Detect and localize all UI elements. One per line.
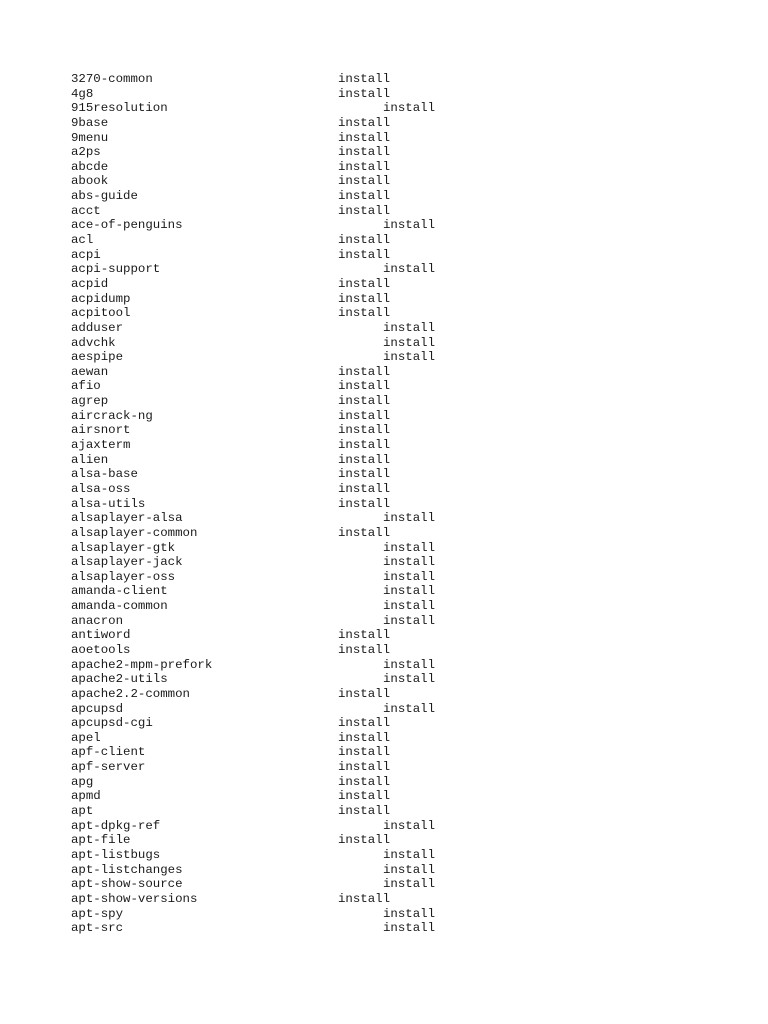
package-name: aewan: [71, 364, 109, 379]
package-name: a2ps: [71, 145, 101, 160]
selection-status: install: [338, 394, 391, 409]
package-name: apt-src: [71, 921, 124, 936]
package-name: apt-listbugs: [71, 847, 161, 862]
selection-status: install: [383, 320, 436, 335]
package-name: apf-client: [71, 745, 146, 760]
selection-status: install: [338, 115, 391, 130]
selection-status: install: [383, 906, 436, 921]
package-name: airsnort: [71, 423, 131, 438]
selection-status: install: [338, 159, 391, 174]
selection-status: install: [338, 774, 391, 789]
selection-status: install: [338, 686, 391, 701]
selection-status: install: [383, 862, 436, 877]
package-name: acpid: [71, 276, 109, 291]
package-name: ace-of-penguins: [71, 218, 183, 233]
selection-status: install: [338, 891, 391, 906]
package-name: apcupsd-cgi: [71, 716, 153, 731]
selection-status: install: [383, 847, 436, 862]
selection-status: install: [338, 525, 391, 540]
selection-status: install: [383, 599, 436, 614]
package-name: alsaplayer-gtk: [71, 540, 176, 555]
package-name: alsaplayer-oss: [71, 569, 176, 584]
selection-status: install: [383, 657, 436, 672]
selection-status: install: [338, 408, 391, 423]
selection-status: install: [338, 745, 391, 760]
selection-status: install: [383, 877, 436, 892]
package-name: amanda-common: [71, 599, 168, 614]
package-name: adduser: [71, 320, 124, 335]
package-name: apt-file: [71, 833, 131, 848]
package-name: acct: [71, 203, 101, 218]
package-name: apt-show-source: [71, 877, 183, 892]
package-name: aespipe: [71, 350, 124, 365]
selection-status: install: [338, 438, 391, 453]
package-name: alsaplayer-alsa: [71, 511, 183, 526]
selection-status: install: [383, 262, 436, 277]
package-name: 4g8: [71, 86, 94, 101]
package-name: ajaxterm: [71, 438, 131, 453]
package-name: 915resolution: [71, 101, 168, 116]
selection-status: install: [338, 276, 391, 291]
package-name: acpitool: [71, 306, 131, 321]
selection-status: install: [338, 379, 391, 394]
selection-status: install: [338, 833, 391, 848]
selection-status: install: [338, 760, 391, 775]
package-name: apt-spy: [71, 906, 124, 921]
selection-status: install: [383, 613, 436, 628]
package-name: acpi: [71, 247, 101, 262]
package-name: apt-show-versions: [71, 891, 198, 906]
selection-status: install: [383, 701, 436, 716]
package-name: antiword: [71, 628, 131, 643]
package-name: amanda-client: [71, 584, 168, 599]
selection-status: install: [338, 789, 391, 804]
package-name: apt: [71, 804, 94, 819]
package-name: apache2-mpm-prefork: [71, 657, 213, 672]
selection-status: install: [338, 145, 391, 160]
package-name: afio: [71, 379, 101, 394]
selection-status: install: [338, 306, 391, 321]
selection-status: install: [383, 584, 436, 599]
selection-status: install: [338, 467, 391, 482]
selection-status: install: [383, 555, 436, 570]
selection-status: install: [338, 452, 391, 467]
package-name: 9menu: [71, 130, 109, 145]
package-name: apt-listchanges: [71, 862, 183, 877]
package-name: apcupsd: [71, 701, 124, 716]
package-name: 9base: [71, 115, 109, 130]
package-name: apache2-utils: [71, 672, 168, 687]
selection-status: install: [383, 101, 436, 116]
package-name: apf-server: [71, 760, 146, 775]
selection-status: install: [338, 189, 391, 204]
package-name: alsaplayer-common: [71, 525, 198, 540]
selection-status: install: [338, 247, 391, 262]
selection-status: install: [383, 569, 436, 584]
package-name: abs-guide: [71, 189, 138, 204]
selection-status: install: [338, 233, 391, 248]
selection-status: install: [338, 716, 391, 731]
selection-status: install: [338, 642, 391, 657]
selection-status: install: [383, 335, 436, 350]
selection-status: install: [338, 423, 391, 438]
selection-status: install: [338, 72, 391, 86]
selection-status: install: [338, 628, 391, 643]
selection-status: install: [383, 511, 436, 526]
selection-status: install: [338, 130, 391, 145]
package-name: anacron: [71, 613, 124, 628]
selection-status: install: [338, 730, 391, 745]
selection-status: install: [383, 540, 436, 555]
selection-status: install: [338, 804, 391, 819]
package-name: aircrack-ng: [71, 408, 153, 423]
selection-status: install: [338, 496, 391, 511]
package-name: abook: [71, 174, 109, 189]
package-name: apel: [71, 730, 101, 745]
selection-status: install: [383, 921, 436, 936]
package-name: acpidump: [71, 291, 131, 306]
selection-status: install: [338, 291, 391, 306]
selection-status: install: [338, 203, 391, 218]
selection-status: install: [383, 218, 436, 233]
selection-status: install: [338, 174, 391, 189]
package-name: apache2.2-common: [71, 686, 190, 701]
selection-status: install: [383, 672, 436, 687]
package-name: alsa-base: [71, 467, 138, 482]
package-name: acpi-support: [71, 262, 161, 277]
package-name: agrep: [71, 394, 109, 409]
package-name: alsaplayer-jack: [71, 555, 183, 570]
selection-status: install: [338, 86, 391, 101]
package-name: alsa-oss: [71, 481, 131, 496]
package-name: 3270-common: [71, 72, 153, 86]
package-name: apmd: [71, 789, 101, 804]
package-name: alien: [71, 452, 109, 467]
package-name: apt-dpkg-ref: [71, 818, 161, 833]
package-name: advchk: [71, 335, 116, 350]
package-name: alsa-utils: [71, 496, 146, 511]
selection-status: install: [338, 364, 391, 379]
package-name: aoetools: [71, 642, 131, 657]
selection-status: install: [338, 481, 391, 496]
package-name: apg: [71, 774, 94, 789]
selection-status: install: [383, 350, 436, 365]
package-name: acl: [71, 233, 94, 248]
selection-status: install: [383, 818, 436, 833]
package-name: abcde: [71, 159, 109, 174]
